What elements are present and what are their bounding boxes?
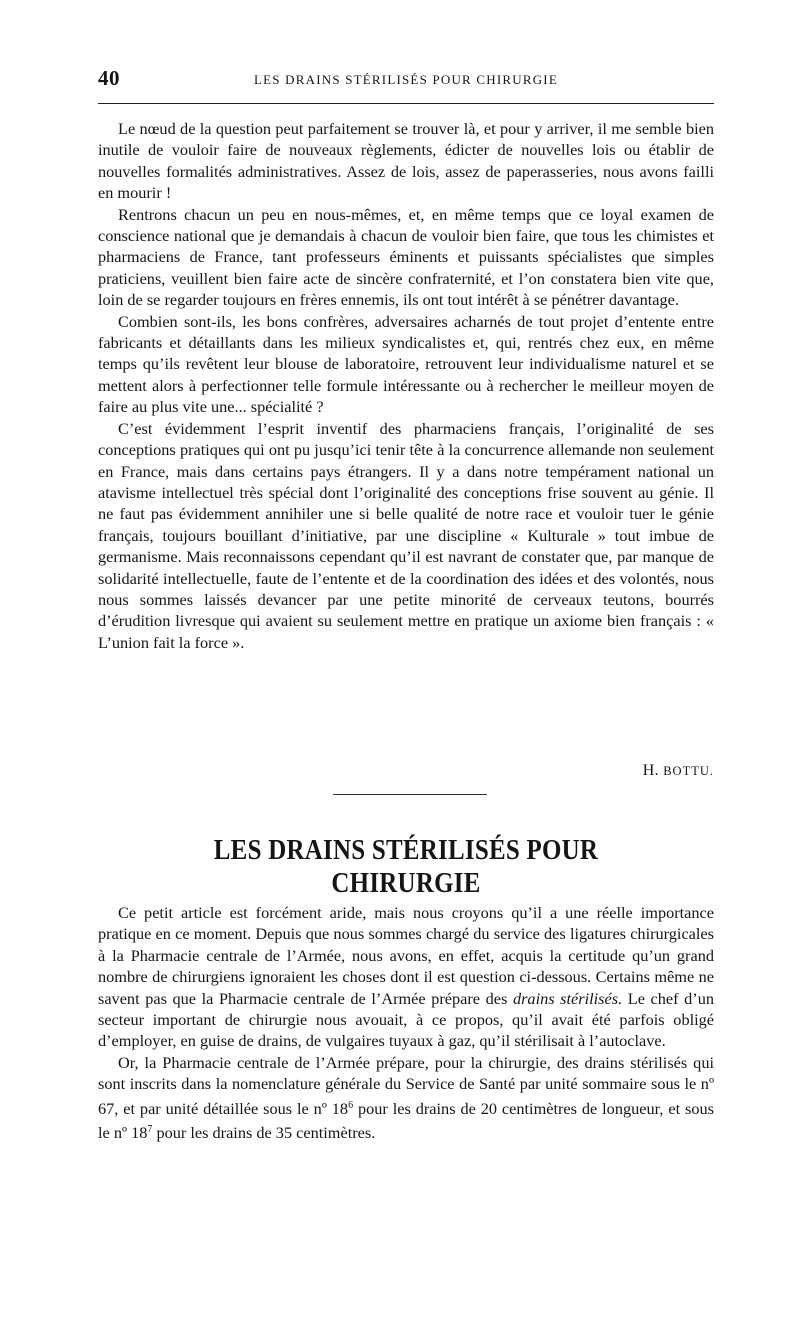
paragraph: Le nœud de la question peut parfaitement se trouver là, et pour y arriver, il me semble bien inutile de vouloir faire de nouveaux règlements, édicter de nouvelles lois ou établir de nouvelles formalités administratives. Assez de lois, assez de paperasseries, nous avons failli en mourir !: [98, 119, 714, 203]
signature-name: BOTTU.: [663, 764, 714, 778]
article-body: [98, 902, 714, 1143]
header-rule: [98, 103, 714, 104]
paragraph-text: Or, la Pharmacie centrale de l’Armée prépare, pour la chirurgie, des drains stérilisés qui sont inscrits dans la nomenclature générale du Service de Santé par unité sommaire sous le nº 67, et par unité détaillée sous le nº 18: [98, 1052, 714, 1118]
paragraph: C’est évidemment l’esprit inventif des pharmaciens français, l’originalité de ses conceptions pratiques qui ont pu jusqu’ici tenir tête à la concurrence allemande non seulement en France, mais dans certains pays étrangers. Il y a dans notre tempérament national un atavisme intellectuel très spécial dont l’originalité des conceptions frise souvent au génie. Il ne faut pas évidemment annihiler une si belle qualité de notre race et vouloir tuer le génie français, toujours bouillant d’initiative, par une discipline « Kulturale » tout imbue de germanisme. Mais reconnaissons cependant qu’il est navrant de constater que, par manque de solidarité intellectuelle, faute de l’entente et de la coordination des idées et des volontés, nous nous sommes laissés devancer par une petite minorité de cerveaux teutons, bourrés d’érudition livresque qui avaient su seulement mettre en pratique un axiome bien français : « L’union fait la force ».: [98, 418, 714, 652]
paragraph-text: Le chef d’un secteur important de chirurgie nous avouait, à ce propos, qu’il avait été parfois obligé d’employer, en guise de drains, de vulgaires tuyaux à gaz, qu’il stérilisait à l’autoclave.: [98, 988, 714, 1051]
emphasis-text: drains stérilisés.: [512, 988, 623, 1008]
article-title: LES DRAINS STÉRILISÉS POUR CHIRURGIE: [213, 834, 599, 899]
superscript: 7: [147, 1124, 153, 1136]
running-header: [98, 66, 714, 96]
superscript: 6: [348, 1099, 354, 1111]
paragraph: Rentrons chacun un peu en nous-mêmes, et, en même temps que ce loyal examen de conscience national que je demandais à chacun de vouloir bien faire, que tous les chimistes et pharmaciens de France, tant professeurs éminents et puissants spécialistes que simples praticiens, veuillent bien faire acte de sincère confraternité, et l’on constatera bien vite que, loin de se regarder toujours en frères ennemis, ils ont tout intérêt à se pénétrer davantage.: [98, 204, 714, 310]
paragraph: [98, 902, 714, 1052]
paragraph-text: pour les drains de 20 centimètres de longueur, et sous le nº 18: [98, 1098, 714, 1143]
paragraph: [98, 1052, 714, 1144]
running-title: LES DRAINS STÉRILISÉS POUR CHIRURGIE: [254, 72, 558, 87]
paragraph-text: Ce petit article est forcément aride, mais nous croyons qu’il a une réelle importance pratique en ce moment. Depuis que nous sommes chargé du service des ligatures chirurgicales à la Pharmacie centrale de l’Armée, nous avons, en effet, acquis la certitude qu’un grand nombre de chirurgiens ignoraient les choses dont il est question ci-dessous. Certains même ne savent pas que la Pharmacie centrale de l’Armée prépare des: [98, 903, 714, 1008]
paragraph: Combien sont-ils, les bons confrères, adversaires acharnés de tout projet d’entente entre fabricants et détaillants dans les milieux syndicalistes et, qui, rentrés chez eux, en même temps qu’ils revêtent leur blouse de laboratoire, retrouvent leur individualisme naturel et se mettent alors à perfectionner telle formule intéressante ou à rechercher le meilleur moyen de faire au plus vite une... spécialité ?: [98, 311, 714, 417]
article-body-continued: [98, 118, 714, 653]
paragraph-text: pour les drains de 35 centimètres.: [152, 1123, 376, 1143]
signature-initial: H.: [642, 762, 659, 779]
page-number: 40: [98, 66, 120, 90]
author-signature: [98, 762, 714, 780]
section-divider: [333, 794, 487, 795]
